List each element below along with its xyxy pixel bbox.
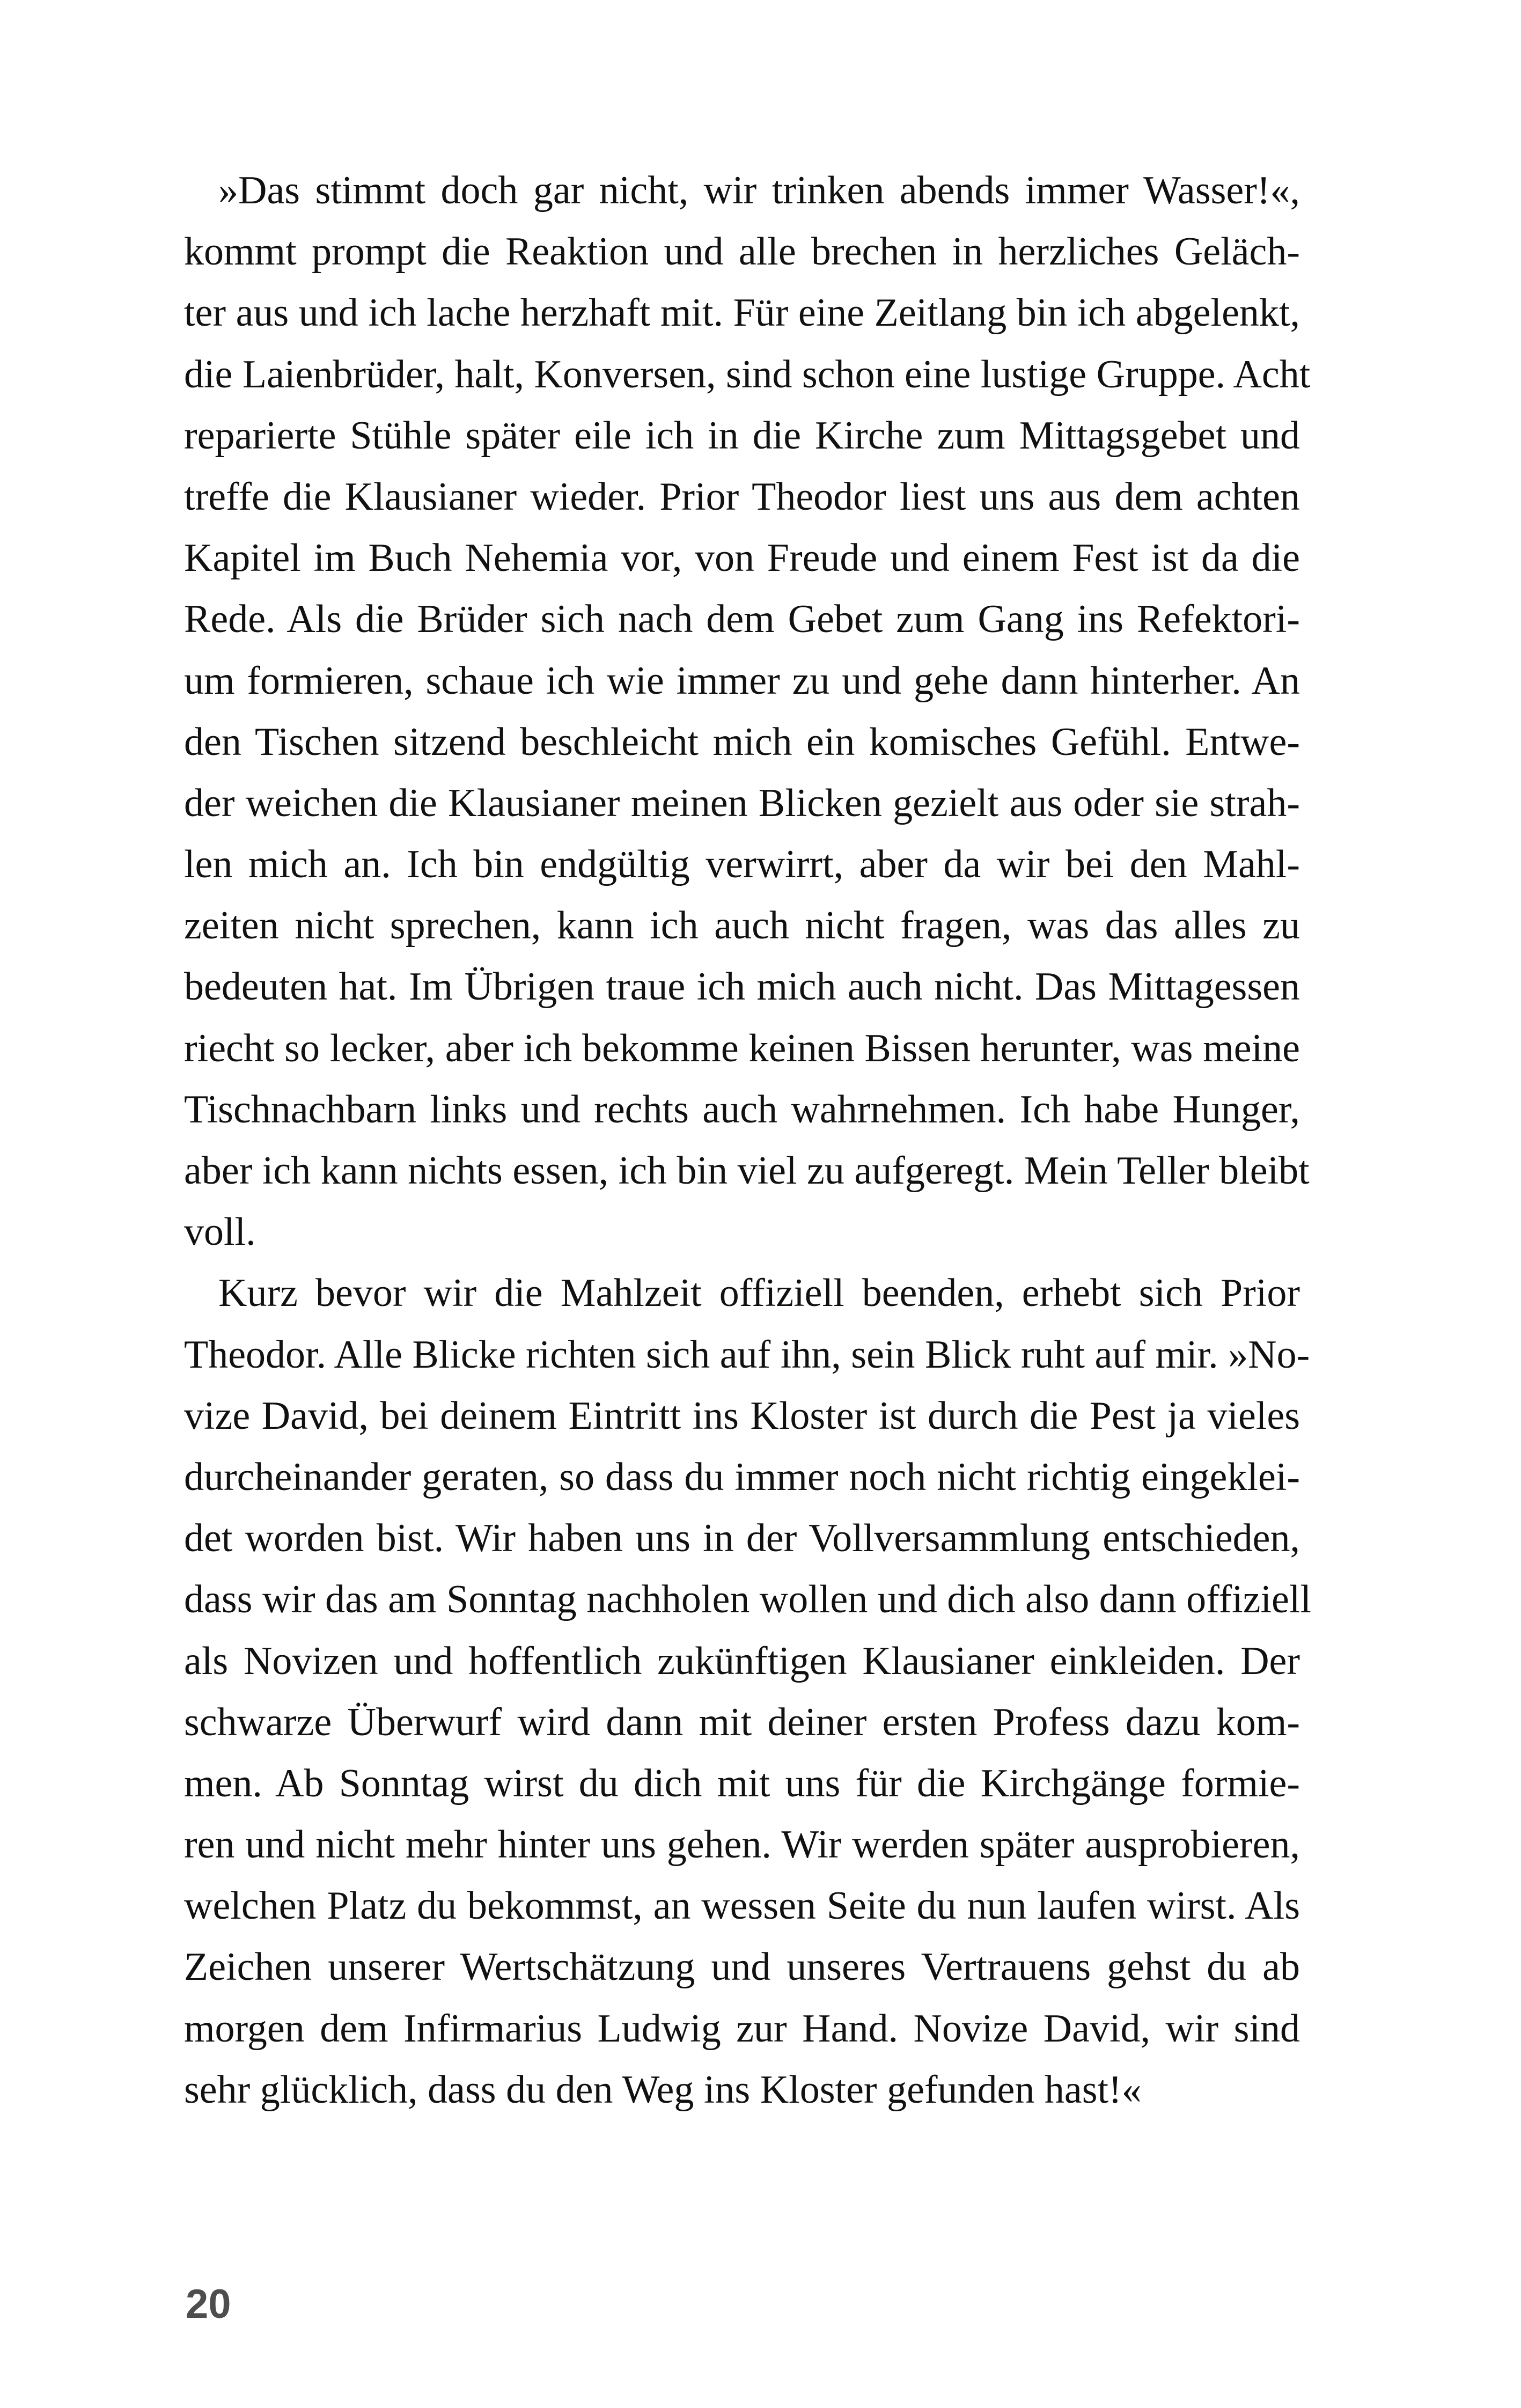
text-line: reparierte Stühle später eile ich in die Kirche zum Mittagsgebet und [184, 413, 1300, 458]
text-line: zeiten nicht sprechen, kann ich auch nicht fragen, was das alles zu [184, 904, 1300, 948]
text-line: men. Ab Sonntag wirst du dich mit uns für die Kirchgänge formie- [184, 1761, 1300, 1805]
text-line: bedeuten hat. Im Übrigen traue ich mich auch nicht. Das Mittagessen [184, 965, 1300, 1009]
text-line: kommt prompt die Reaktion und alle brechen in herzliches Geläch- [184, 230, 1300, 274]
text-line: ren und nicht mehr hinter uns gehen. Wir werden später ausprobieren, [184, 1823, 1300, 1867]
text-line: Zeichen unserer Wertschätzung und unseres Vertrauens gehst du ab [184, 1945, 1300, 1989]
text-line: len mich an. Ich bin endgültig verwirrt, aber da wir bei den Mahl- [184, 842, 1300, 887]
text-line: sehr glücklich, dass du den Weg ins Kloster gefunden hast!« [184, 2067, 1142, 2112]
text-line: ter aus und ich lache herzhaft mit. Für eine Zeitlang bin ich abgelenkt, [184, 291, 1300, 335]
text-line: »Das stimmt doch gar nicht, wir trinken abends immer Wasser!«, [218, 168, 1300, 212]
paragraph-1 [184, 160, 1311, 1262]
body-text [184, 160, 1312, 2120]
text-line: Kurz bevor wir die Mahlzeit offiziell beenden, erhebt sich Prior [218, 1271, 1300, 1316]
text-line: Kapitel im Buch Nehemia vor, von Freude und einem Fest ist da die [184, 536, 1300, 581]
text-line: die Laienbrüder, halt, Konversen, sind schon eine lustige Gruppe. Acht [184, 352, 1311, 397]
text-line: Theodor. Alle Blicke richten sich auf ihn, sein Blick ruht auf mir. »No- [184, 1332, 1310, 1377]
text-line: um formieren, schaue ich wie immer zu und gehe dann hinterher. An [184, 658, 1300, 703]
text-line: det worden bist. Wir haben uns in der Vollversammlung entschieden, [184, 1516, 1300, 1561]
text-line: welchen Platz du bekommst, an wessen Seite du nun laufen wirst. Als [184, 1884, 1300, 1928]
text-line: morgen dem Infirmarius Ludwig zur Hand. Novize David, wir sind [184, 2006, 1300, 2051]
text-line: schwarze Überwurf wird dann mit deiner ersten Profess dazu kom- [184, 1700, 1300, 1744]
text-line: aber ich kann nichts essen, ich bin viel zu aufgeregt. Mein Teller bleibt [184, 1149, 1310, 1193]
text-line: Tischnachbarn links und rechts auch wahrnehmen. Ich habe Hunger, [184, 1087, 1300, 1132]
text-line: durcheinander geraten, so dass du immer noch nicht richtig eingeklei- [184, 1455, 1300, 1499]
text-line: treffe die Klausianer wieder. Prior Theodor liest uns aus dem achten [184, 474, 1300, 519]
text-line: riecht so lecker, aber ich bekomme keinen Bissen herunter, was meine [184, 1026, 1300, 1070]
text-line: voll. [184, 1210, 256, 1254]
paragraph-2 [184, 1262, 1312, 2120]
text-line: den Tischen sitzend beschleicht mich ein komisches Gefühl. Entwe- [184, 720, 1300, 764]
text-line: Rede. Als die Brüder sich nach dem Gebet zum Gang ins Refektori- [184, 597, 1300, 642]
text-line: vize David, bei deinem Eintritt ins Kloster ist durch die Pest ja vieles [184, 1393, 1300, 1438]
page-number: 20 [186, 2281, 231, 2327]
text-line: dass wir das am Sonntag nachholen wollen und dich also dann offiziell [184, 1577, 1312, 1622]
text-line: als Novizen und hoffentlich zukünftigen Klausianer einkleiden. Der [184, 1639, 1300, 1683]
text-line: der weichen die Klausianer meinen Blicken gezielt aus oder sie strah- [184, 781, 1300, 825]
